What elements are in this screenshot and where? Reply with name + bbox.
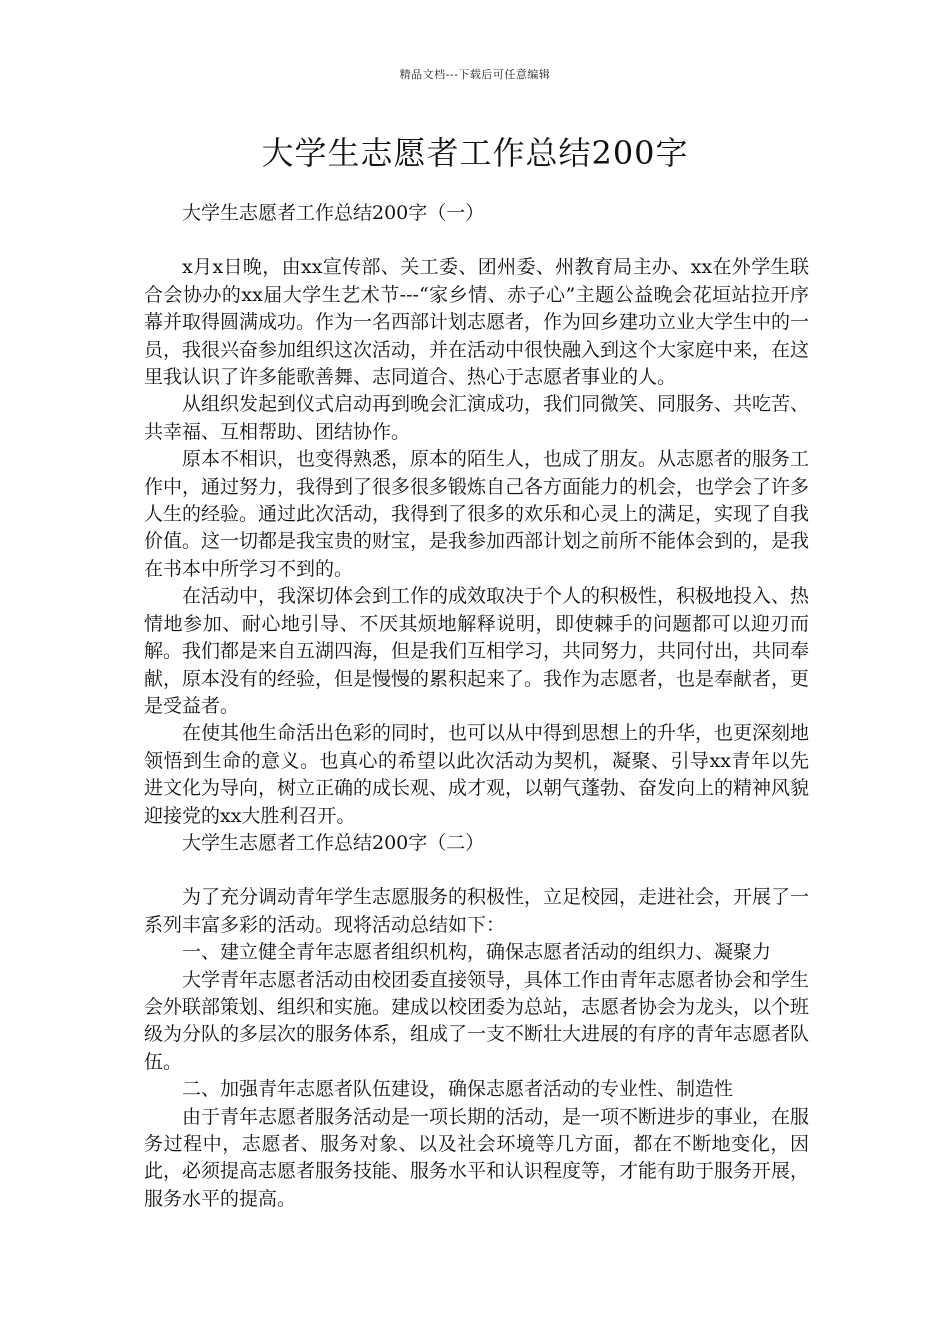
- document-title: 大学生志愿者工作总结200字: [261, 134, 689, 172]
- section-1-paragraph: 从组织发起到仪式启动再到晚会汇演成功，我们同微笑、同服务、共吃苦、共幸福、互相帮助、团结协作。: [144, 393, 810, 443]
- section-1-paragraph: 在使其他生命活出色彩的同时，也可以从中得到思想上的升华，也更深刻地领悟到生命的意义。也真心的希望以此次活动为契机，凝聚、引导xx青年以先进文化为导向，树立正确的成长观、成才观，以朝气蓬勃、奋发向上的精神风貌迎接党的xx大胜利召开。: [144, 722, 810, 827]
- header-note: 精品文档---下载后可任意编辑: [399, 68, 551, 81]
- section-1-paragraph: 在活动中，我深切体会到工作的成效取决于个人的积极性，积极地投入、热情地参加、耐心地引导、不厌其烦地解释说明，即使棘手的问题都可以迎刃而解。我们都是来自五湖四海，但是我们互相学习，共同努力，共同付出，共同奉献，原本没有的经验，但是慢慢的累积起来了。我作为志愿者，也是奉献者，更是受益者。: [144, 585, 810, 717]
- section-1-paragraph: x月x日晚，由xx宣传部、关工委、团州委、州教育局主办、xx在外学生联合会协办的xx届大学生艺术节---“家乡情、赤子心”主题公益晚会花垣站拉开序幕并取得圆满成功。作为一名西部计划志愿者，作为回乡建功立业大学生中的一员，我很兴奋参加组织这次活动，并在活动中很快融入到这个大家庭中来，在这里我认识了许多能歌善舞、志同道合、热心于志愿者事业的人。: [144, 256, 810, 389]
- section-2-heading: 大学生志愿者工作总结200字（二）: [182, 831, 485, 854]
- section-2-intro: 为了充分调动青年学生志愿服务的积极性，立足校园，走进社会，开展了一系列丰富多彩的活动。现将活动总结如下：: [144, 886, 810, 936]
- section-2-point-2-heading: 二、加强青年志愿者队伍建设，确保志愿者活动的专业性、制造性: [182, 1078, 734, 1101]
- section-1-heading: 大学生志愿者工作总结200字（一）: [182, 202, 485, 224]
- document-body: [144, 200, 809, 1213]
- section-2-point-1-body: 大学青年志愿者活动由校团委直接领导，具体工作由青年志愿者协会和学生会外联部策划、组织和实施。建成以校团委为总站，志愿者协会为龙头，以个班级为分队的多层次的服务体系，组成了一支不断壮大进展的有序的青年志愿者队伍。: [144, 968, 810, 1073]
- section-2-point-1-heading: 一、建立健全青年志愿者组织机构，确保志愿者活动的组织力、凝聚力: [182, 941, 772, 964]
- section-1-paragraph: 原本不相识，也变得熟悉，原本的陌生人，也成了朋友。从志愿者的服务工作中，通过努力，我得到了很多很多锻炼自己各方面能力的机会，也学会了许多人生的经验。通过此次活动，我得到了很多的欢乐和心灵上的满足，实现了自我价值。这一切都是我宝贵的财宝，是我参加西部计划之前所不能体会到的，是我在书本中所学习不到的。: [144, 448, 810, 580]
- section-2-point-2-body: 由于青年志愿者服务活动是一项长期的活动，是一项不断进步的事业，在服务过程中，志愿者、服务对象、以及社会环境等几方面，都在不断地变化，因此，必须提高志愿者服务技能、服务水平和认识程度等，才能有助于服务开展，服务水平的提高。: [144, 1105, 810, 1210]
